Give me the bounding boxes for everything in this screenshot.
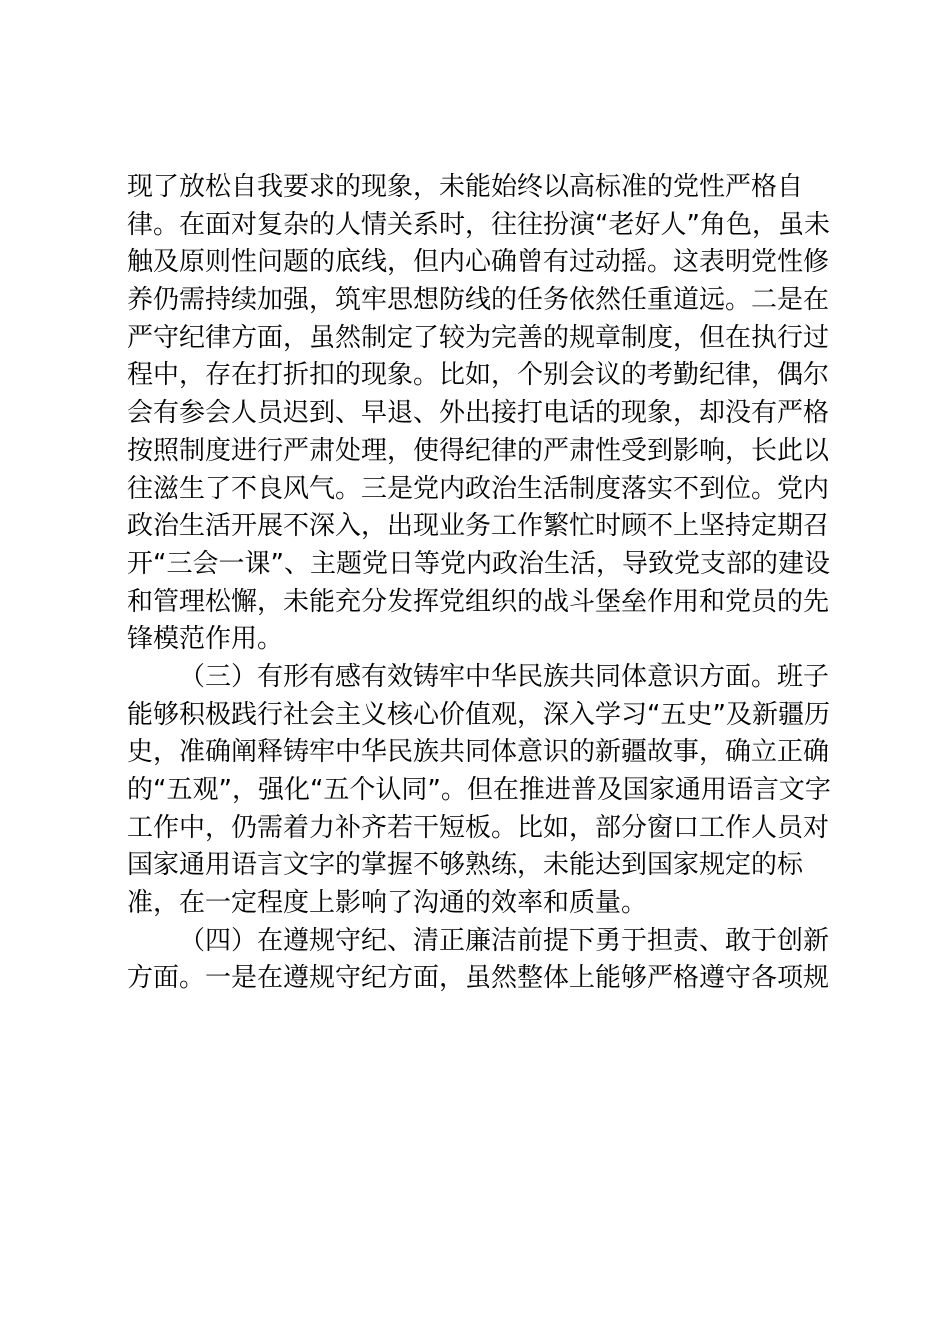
text-line: 按照制度进行严肃处理，使得纪律的严肃性受到影响，长此以 <box>127 435 830 466</box>
text-line: 会有参会人员迟到、早退、外出接打电话的现象，却没有严格 <box>127 398 830 429</box>
text-line: 往滋生了不良风气。三是党内政治生活制度落实不到位。党内 <box>127 473 830 504</box>
text-line: 程中，存在打折扣的现象。比如，个别会议的考勤纪律，偶尔 <box>127 360 830 391</box>
text-line: 触及原则性问题的底线，但内心确曾有过动摇。这表明党性修 <box>127 247 830 278</box>
text-line: 准，在一定程度上影响了沟通的效率和质量。 <box>127 888 648 919</box>
text-line: 史，准确阐释铸牢中华民族共同体意识的新疆故事，确立正确 <box>127 737 830 768</box>
text-line: （三）有形有感有效铸牢中华民族共同体意识方面。班子 <box>179 661 830 692</box>
text-line: 养仍需持续加强，筑牢思想防线的任务依然任重道远。二是在 <box>127 285 830 316</box>
text-line: 锋模范作用。 <box>127 624 284 655</box>
text-line: 开“三会一课”、主题党日等党内政治生活，导致党支部的建设 <box>127 548 830 579</box>
text-line: 能够积极践行社会主义核心价值观，深入学习“五史”及新疆历 <box>127 699 830 730</box>
text-line: 现了放松自我要求的现象，未能始终以高标准的党性严格自 <box>127 172 804 202</box>
text-line: （四）在遵规守纪、清正廉洁前提下勇于担责、敢于创新 <box>179 925 830 956</box>
text-line: 的“五观”，强化“五个认同”。但在推进普及国家通用语言文字 <box>127 775 831 805</box>
text-line: 和管理松懈，未能充分发挥党组织的战斗堡垒作用和党员的先 <box>127 586 830 617</box>
text-line: 国家通用语言文字的掌握不够熟练，未能达到国家规定的标 <box>127 850 804 881</box>
text-line: 工作中，仍需着力补齐若干短板。比如，部分窗口工作人员对 <box>127 812 830 843</box>
text-line: 政治生活开展不深入，出现业务工作繁忙时顾不上坚持定期召 <box>127 511 830 542</box>
text-line: 律。在面对复杂的人情关系时，往往扮演“老好人”角色，虽未 <box>127 209 830 240</box>
text-line: 严守纪律方面，虽然制定了较为完善的规章制度，但在执行过 <box>127 322 830 353</box>
body-text <box>127 169 831 998</box>
text-line: 方面。一是在遵规守纪方面，虽然整体上能够严格遵守各项规 <box>127 963 830 994</box>
